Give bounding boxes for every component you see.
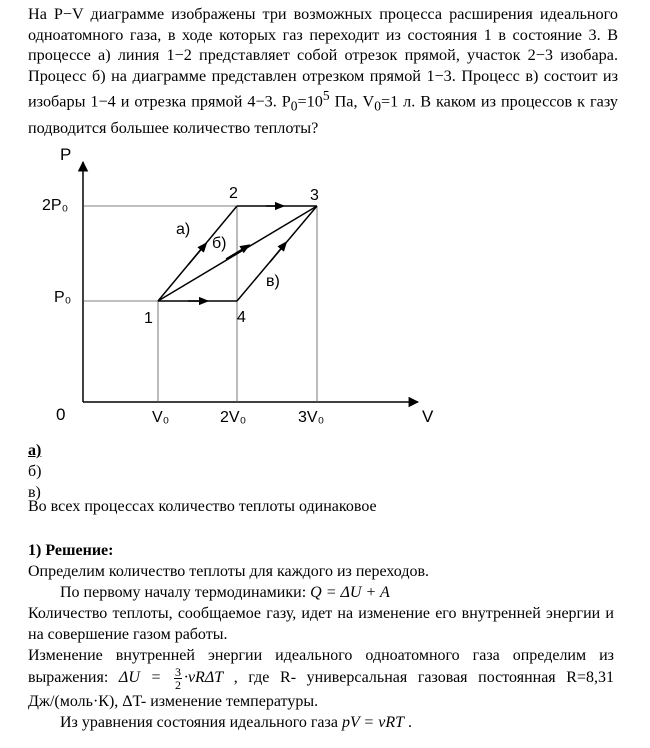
- v-axis-label: V: [422, 407, 434, 426]
- internal-energy-text: Изменение внутренней энергии идеального одноатомного газа определим из выражения:: [28, 647, 614, 687]
- point-3-label: 3: [310, 187, 319, 204]
- du-lhs: ΔU =: [118, 669, 172, 687]
- process-b-label: б): [212, 235, 227, 252]
- p-axis-label: P: [60, 145, 72, 164]
- answer-options: [28, 440, 41, 503]
- first-law-formula: Q = ΔU + A: [310, 584, 390, 601]
- exponent: 5: [322, 88, 330, 104]
- pv-diagram: [28, 140, 458, 438]
- problem-text-4: =1 л. В каком из процессов к газу подводится большее количество теплоты?: [28, 92, 618, 137]
- guide-lines: [83, 206, 317, 402]
- solution-line-5: [28, 712, 614, 733]
- solution-title: 1) Решение:: [28, 542, 114, 559]
- solution-line-1: Определим количество теплоты для каждого из переходов.: [28, 563, 430, 580]
- solution-line-2: [28, 582, 614, 603]
- solution: [28, 540, 614, 733]
- point-1-label: 1: [144, 310, 153, 327]
- option-all-equal[interactable]: Во всех процессах количество теплоты одинаковое: [28, 498, 377, 515]
- process-a-label: а): [176, 221, 191, 238]
- problem-text-1: На P−V диаграмме изображены три возможных процесса расширения идеального одноатомного газа, в ходе которых газ переходит из состояния 1 в состояние 3. В процессе а) линия 1−2 представляет собой отрезок прямой, участок 2−3 изобара. Процесс б) на диаграмме представлен отрезком прямой 1−3. Процесс в) состоит из изобары 1−4 и отрезка прямой 4−3. P: [28, 5, 618, 111]
- option-a[interactable]: а): [28, 442, 42, 459]
- point-2-label: 2: [229, 185, 238, 202]
- origin-label: 0: [56, 405, 66, 424]
- option-b[interactable]: б): [28, 463, 42, 480]
- fraction-3-2: [174, 666, 182, 691]
- v0-subscript: 0: [374, 99, 381, 114]
- problem-text: [28, 4, 618, 138]
- x-tick-v0: V₀: [152, 409, 170, 426]
- state-equation-end: .: [404, 714, 412, 731]
- internal-energy-formula: [118, 665, 224, 692]
- state-equation-text: Из уравнения состояния идеального газа: [60, 714, 342, 731]
- point-4-label: 4: [237, 309, 246, 326]
- y-tick-2p0: 2P₀: [42, 197, 69, 214]
- process-v-label: в): [266, 273, 280, 290]
- x-tick-3v0: 3V₀: [298, 409, 325, 426]
- solution-line-3: Количество теплоты, сообщаемое газу, идет на изменение его внутренней энергии и на совершение газом работы.: [28, 605, 614, 643]
- p0-subscript: 0: [290, 99, 298, 114]
- first-law-text: По первому началу термодинамики:: [60, 584, 311, 601]
- du-rhs: ·νRΔT: [183, 669, 224, 687]
- y-tick-p0: P₀: [54, 289, 72, 306]
- problem-statement: [28, 4, 618, 138]
- state-equation-formula: pV = νRT: [341, 714, 404, 731]
- fraction-denominator: 2: [174, 678, 181, 692]
- solution-line-4: [28, 645, 614, 712]
- x-tick-2v0: 2V₀: [220, 409, 247, 426]
- problem-text-2: =10: [297, 92, 323, 111]
- problem-text-3: Па, V: [329, 92, 375, 111]
- fraction-numerator: 3: [174, 665, 181, 679]
- gas-constant-text: , где R- универсальная газовая постоянная R=8,31 Дж/(моль·К), ΔT- изменение температуры.: [28, 669, 615, 710]
- option-v[interactable]: в): [28, 484, 41, 501]
